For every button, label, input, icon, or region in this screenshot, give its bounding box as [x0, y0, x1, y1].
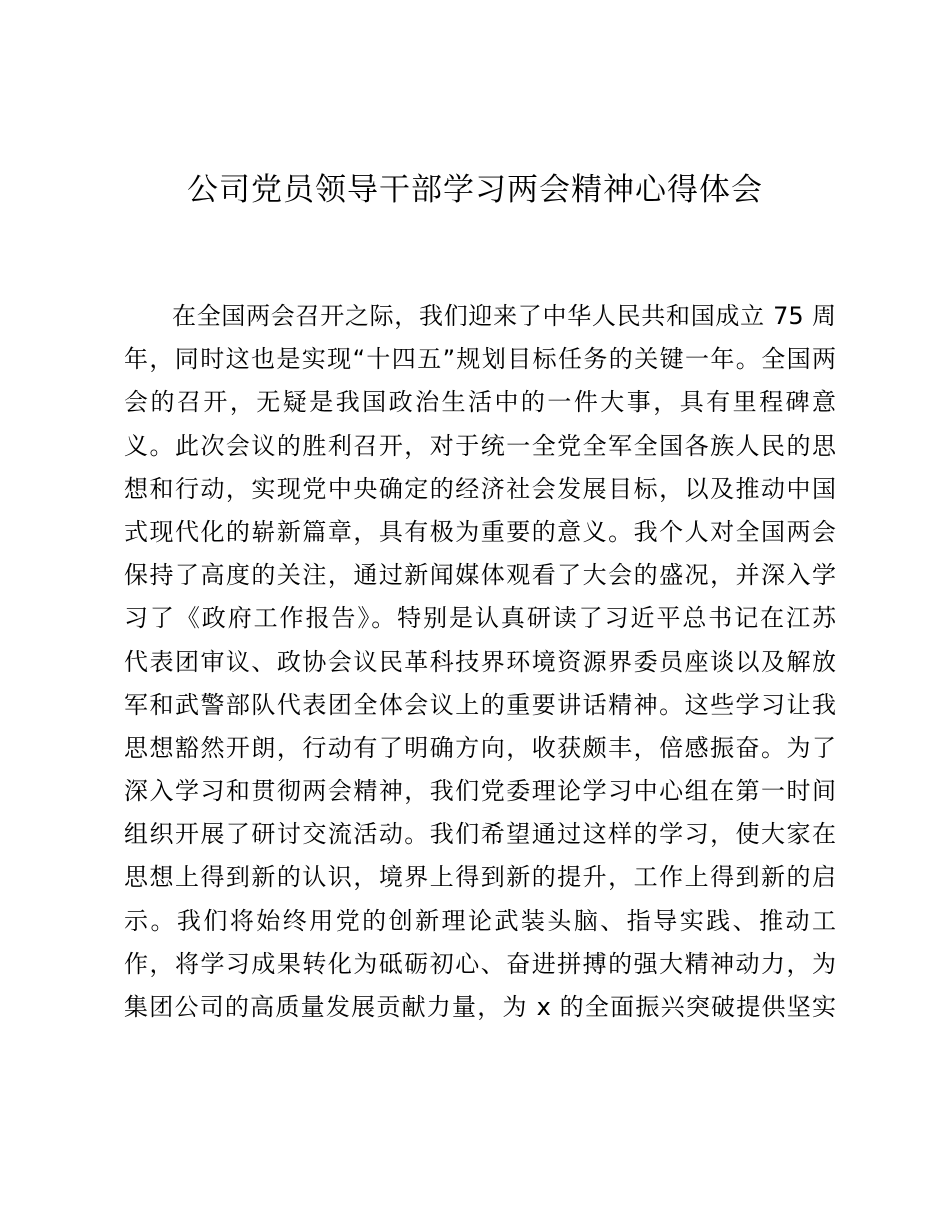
paragraph-line: 代表团审议、政协会议民革科技界环境资源界委员座谈以及解放	[124, 647, 836, 676]
paragraph-line: 思想豁然开朗，行动有了明确方向，收获颇丰，倍感振奋。为了	[124, 733, 836, 762]
paragraph-line: 作，将学习成果转化为砥砺初心、奋进拼搏的强大精神动力，为	[124, 949, 836, 978]
paragraph-line: 想和行动，实现党中央确定的经济社会发展目标，以及推动中国	[124, 474, 836, 503]
paragraph-line: 式现代化的崭新篇章，具有极为重要的意义。我个人对全国两会	[124, 517, 836, 546]
paragraph-line: 示。我们将始终用党的创新理论武装头脑、指导实践、推动工	[124, 906, 836, 935]
paragraph-line: 在全国两会召开之际，我们迎来了中华人民共和国成立 75 周	[172, 302, 836, 330]
paragraph-line: 义。此次会议的胜利召开，对于统一全党全军全国各族人民的思	[124, 431, 836, 460]
paragraph-line: 组织开展了研讨交流活动。我们希望通过这样的学习，使大家在	[124, 820, 836, 849]
paragraph-line: 年，同时这也是实现“十四五”规划目标任务的关键一年。全国两	[124, 345, 836, 374]
paragraph-line: 深入学习和贯彻两会精神，我们党委理论学习中心组在第一时间	[124, 777, 836, 806]
document-body	[124, 295, 836, 1029]
paragraph-line: 习了《政府工作报告》。特别是认真研读了习近平总书记在江苏	[124, 604, 836, 633]
document-title: 公司党员领导干部学习两会精神心得体会	[187, 172, 763, 208]
paragraph-line: 军和武警部队代表团全体会议上的重要讲话精神。这些学习让我	[124, 690, 836, 719]
paragraph-line: 保持了高度的关注，通过新闻媒体观看了大会的盛况，并深入学	[124, 561, 836, 590]
paragraph-line: 会的召开，无疑是我国政治生活中的一件大事，具有里程碑意	[124, 388, 836, 417]
paragraph-line: 集团公司的高质量发展贡献力量，为 x 的全面振兴突破提供坚实	[124, 993, 836, 1021]
paragraph-line: 思想上得到新的认识，境界上得到新的提升，工作上得到新的启	[124, 863, 836, 892]
